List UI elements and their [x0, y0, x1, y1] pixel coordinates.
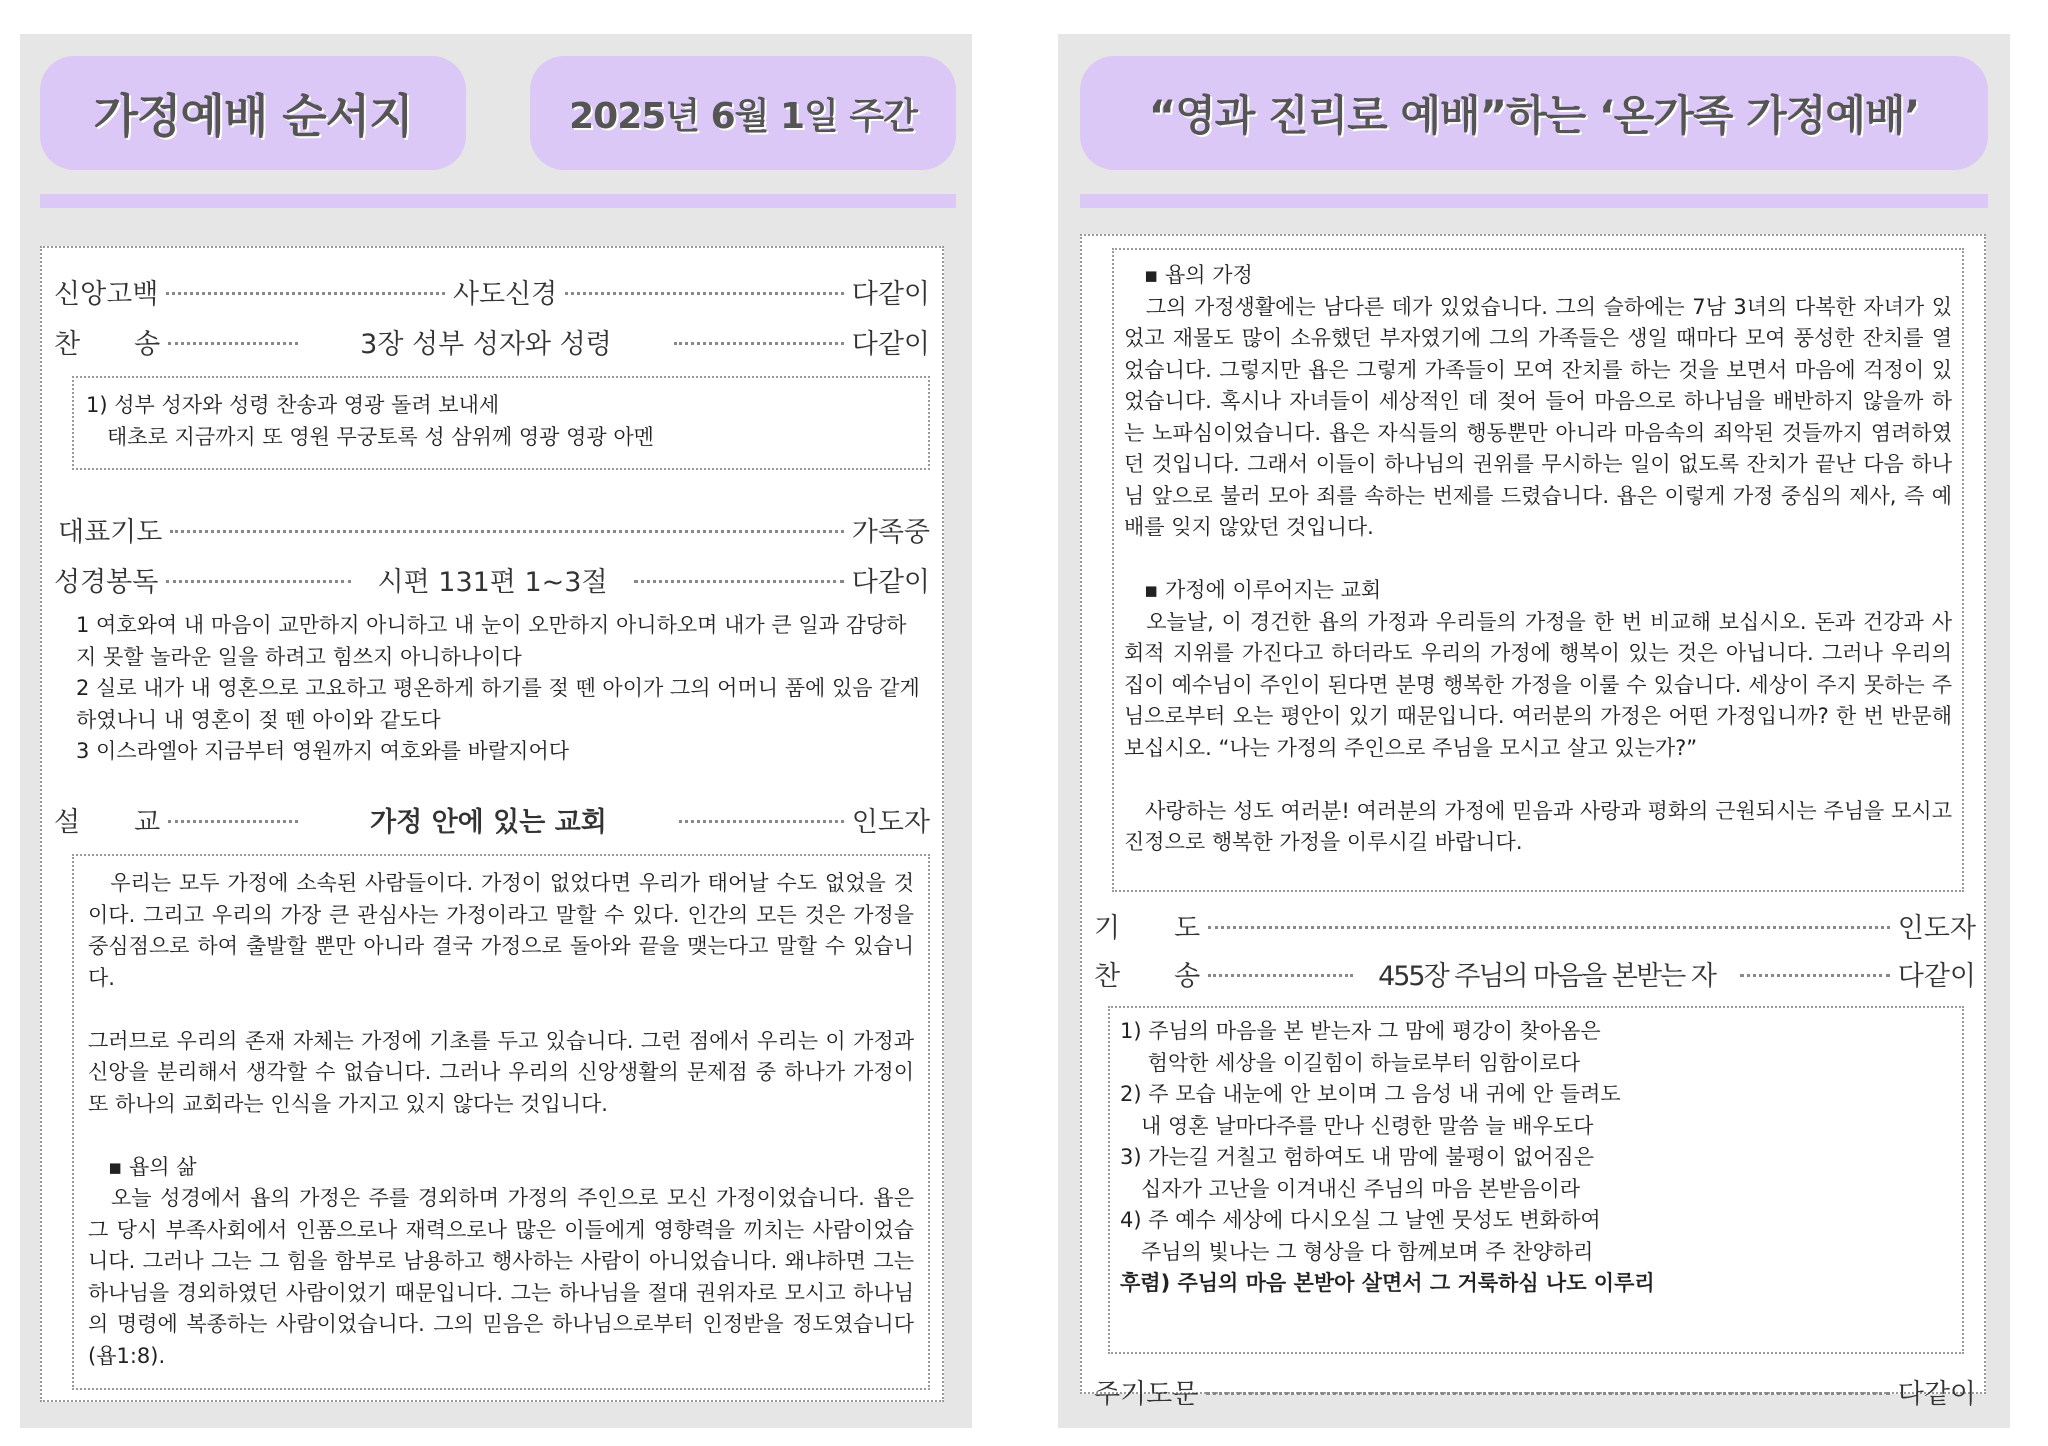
scripture-verse: 2 실로 내가 내 영혼으로 고요하고 평온하게 하기를 젖 뗀 아이가 그의 어머니 품에 있음 같게 하였나니 내 영혼이 젖 뗀 아이와 같도다 [76, 676, 920, 732]
lords-prayer-row [1094, 1372, 1976, 1411]
bullet-icon: ▪ [108, 1154, 129, 1179]
hymn-label: 찬 송 [54, 329, 161, 360]
prayer-row [1094, 906, 1976, 945]
leader-dots [168, 342, 298, 345]
hymn-name: 3장 성부 성자와 성령 [360, 329, 612, 360]
hymn-name: 455장 주님의 마음을 본받는 자 [1378, 961, 1715, 992]
sermon-continued-box [1112, 248, 1964, 892]
hymn-lyrics-box [1108, 1006, 1964, 1354]
leader-dots [166, 292, 445, 295]
reading-label: 성경봉독 [54, 567, 159, 598]
hymn-participant: 다같이 [851, 329, 930, 360]
leader-dots [1208, 926, 1890, 929]
section-text: 그의 가정생활에는 남다른 데가 있었습니다. 그의 슬하에는 7남 3녀의 다복한 자녀가 있었고 재물도 많이 소유했던 부자였기에 그의 가족들은 생일 때마다 모여 풍성한 잔치를 열었습니다. 그렇지만 욥은 그렇게 가족들이 모여 잔치를 하는 것을 보면서 마음에 걱정이 있었습니다. 혹시나 자녀들이 세상적인 데 젖어 들어 마음으로 하나님을 배반하지 않을까 하는 노파심이었습니다. 욥은 자식들의 행동뿐만 아니라 마음속의 죄악된 것들까지 염려하였던 것입니다. 그래서 이들이 하나님의 권위를 무시하는 일이 없도록 잔치가 끝난 다음 하나님 앞으로 불러 모아 죄를 속하는 번제를 드렸습니다. 욥은 이렇게 가정 중심의 제사, 즉 예배를 잊지 않았던 것입니다. [1124, 294, 1952, 539]
leader-dots [170, 530, 843, 533]
bullet-icon: ▪ [1144, 263, 1165, 287]
worship-order-title: 가정예배 순서지 [40, 56, 466, 170]
sermon-row [54, 800, 930, 839]
sermon-label: 설 교 [54, 807, 161, 838]
hymn-lyric-line: 십자가 고난을 이겨내신 주님의 마음 본받음이라 [1120, 1176, 1581, 1201]
leader-dots [1208, 974, 1353, 977]
hymn-lyric-line: 1) 주님의 마음을 본 받는자 그 맘에 평강이 찾아옴은 [1120, 1019, 1601, 1043]
week-date: 2025년 6월 1일 주간 [530, 56, 956, 170]
leader-dots [1206, 1392, 1889, 1395]
sermon-box [72, 854, 930, 1390]
hymn-lyric-line: 내 영혼 날마다주를 만나 신령한 말씀 늘 배우도다 [1120, 1113, 1594, 1138]
hymn-participant: 다같이 [1897, 961, 1976, 992]
prayer-label: 대표기도 [58, 517, 163, 548]
hymn-lyric-line: 2) 주 모습 내눈에 안 보이며 그 음성 내 귀에 안 들려도 [1120, 1082, 1621, 1106]
hymn-lyric-line: 3) 가는길 거칠고 험하여도 내 맘에 불평이 없어짐은 [1120, 1145, 1594, 1169]
closing-text: 사랑하는 성도 여러분! 여러분의 가정에 믿음과 사랑과 평화의 근원되시는 주님을 모시고 진정으로 행복한 가정을 이루시길 바랍니다. [1124, 798, 1952, 854]
hymn-lyric-line: 태초로 지금까지 또 영원 무궁토록 성 삼위께 영광 영광 아멘 [86, 424, 654, 449]
section-text: 오늘날, 이 경건한 욥의 가정과 우리들의 가정을 한 번 비교해 보십시오. 돈과 건강과 사회적 지위를 가진다고 하더라도 우리의 가정에 행복이 있는 것은 아닙니다. 그러나 우리의 집이 예수님이 주인이 된다면 분명 행복한 가정을 이룰 수 있습니다. 세상이 주지 못하는 주님으로부터 오는 평안이 있기 때문입니다. 여러분의 가정은 어떤 가정입니까? 한 번 반문해 보십시오. “나는 가정의 주인으로 주님을 모시고 살고 있는가?” [1124, 609, 1952, 760]
leader-dots [168, 820, 298, 823]
leader-dots [634, 580, 844, 583]
section-heading: ▪ 가정에 이루어지는 교회 [1144, 578, 1382, 602]
leader-dots [1740, 974, 1890, 977]
reading-passage: 시편 131편 1~3절 [377, 567, 608, 598]
creed-name: 사도신경 [452, 279, 558, 310]
section-heading: ▪ 욥의 가정 [1144, 263, 1253, 287]
prayer-row [58, 510, 930, 549]
title-divider [40, 194, 956, 208]
scripture-text [76, 610, 924, 768]
leader-dots [674, 342, 844, 345]
reading-participant: 다같이 [851, 567, 930, 598]
left-page [20, 34, 972, 1428]
sermon-paragraph: 우리는 모두 가정에 소속된 사람들이다. 가정이 없었다면 우리가 태어날 수도 없었을 것이다. 그리고 우리의 가장 큰 관심사는 가정이라고 말할 수 있다. 인간의 모든 것은 가정을 중심점으로 하여 출발할 뿐만 아니라 결국 가정으로 돌아와 끝을 맺는다고 말할 수 있습니다. [88, 871, 914, 990]
hymn-lyric-line: 4) 주 예수 세상에 다시오실 그 날엔 뭇성도 변화하여 [1120, 1208, 1601, 1232]
hymn-row [1094, 954, 1976, 993]
prayer-participant: 가족중 [851, 517, 930, 548]
prayer-leader: 인도자 [1897, 913, 1976, 944]
lords-prayer-participant: 다같이 [1897, 1379, 1976, 1410]
sermon-paragraph: 그러므로 우리의 존재 자체는 가정에 기초를 두고 있습니다. 그런 점에서 우리는 이 가정과 신앙을 분리해서 생각할 수 없습니다. 그러나 우리의 신앙생활의 문제점 중 하나가 가정이 또 하나의 교회라는 인식을 가지고 있지 않다는 것입니다. [88, 1028, 914, 1116]
hymn-label: 찬 송 [1094, 961, 1201, 992]
right-content [1080, 234, 1986, 1410]
leader-dots [679, 820, 844, 823]
title-divider [1080, 194, 1988, 208]
creed-label: 신앙고백 [54, 279, 159, 310]
leader-dots [166, 580, 351, 583]
hymn-lyric-line: 주님의 빛나는 그 형상을 다 함께보며 주 찬양하리 [1120, 1239, 1594, 1264]
hymn-row [54, 322, 930, 361]
lords-prayer-label: 주기도문 [1094, 1379, 1199, 1410]
sermon-section-heading: ▪ 욥의 삶 [108, 1154, 197, 1179]
hymn-lyric-line: 1) 성부 성자와 성령 찬송과 영광 돌려 보내세 [86, 393, 500, 417]
left-content [40, 246, 944, 1402]
bullet-icon: ▪ [1144, 578, 1165, 602]
reading-row [54, 560, 930, 599]
worship-theme-title: “영과 진리로 예배”하는 ‘온가족 가정예배’ [1080, 56, 1988, 170]
right-page [1058, 34, 2010, 1428]
leader-dots [565, 292, 844, 295]
scripture-verse: 3 이스라엘아 지금부터 영원까지 여호와를 바랄지어다 [76, 739, 570, 763]
scripture-verse: 1 여호와여 내 마음이 교만하지 아니하고 내 눈이 오만하지 아니하오며 내가 큰 일과 감당하지 못할 놀라운 일을 하려고 힘쓰지 아니하나이다 [76, 613, 907, 669]
sermon-title: 가정 안에 있는 교회 [370, 807, 607, 838]
hymn-lyrics-box [72, 376, 930, 470]
hymn-lyric-line: 험악한 세상을 이길힘이 하늘로부터 임함이로다 [1120, 1050, 1581, 1075]
creed-row [54, 272, 930, 311]
hymn-refrain: 후렴) 주님의 마음 본받아 살면서 그 거룩하심 나도 이루리 [1120, 1271, 1655, 1295]
sermon-leader: 인도자 [851, 807, 930, 838]
creed-participant: 다같이 [851, 279, 930, 310]
sermon-section-text: 오늘 성경에서 욥의 가정은 주를 경외하며 가정의 주인으로 모신 가정이었습니다. 욥은 그 당시 부족사회에서 인품으로나 재력으로나 많은 이들에게 영향력을 끼치는 사람이었습니다. 그러나 그는 그 힘을 함부로 남용하고 행사하는 사람이 아니었습니다. 왜냐하면 그는 하나님을 경외하였던 사람이었기 때문입니다. 그는 하나님을 절대 권위자로 모시고 하나님의 명령에 복종하는 사람이었습니다. 그의 믿음은 하나님으로부터 인정받을 정도였습니다(욥1:8). [88, 1186, 914, 1368]
prayer-label: 기 도 [1094, 913, 1201, 944]
